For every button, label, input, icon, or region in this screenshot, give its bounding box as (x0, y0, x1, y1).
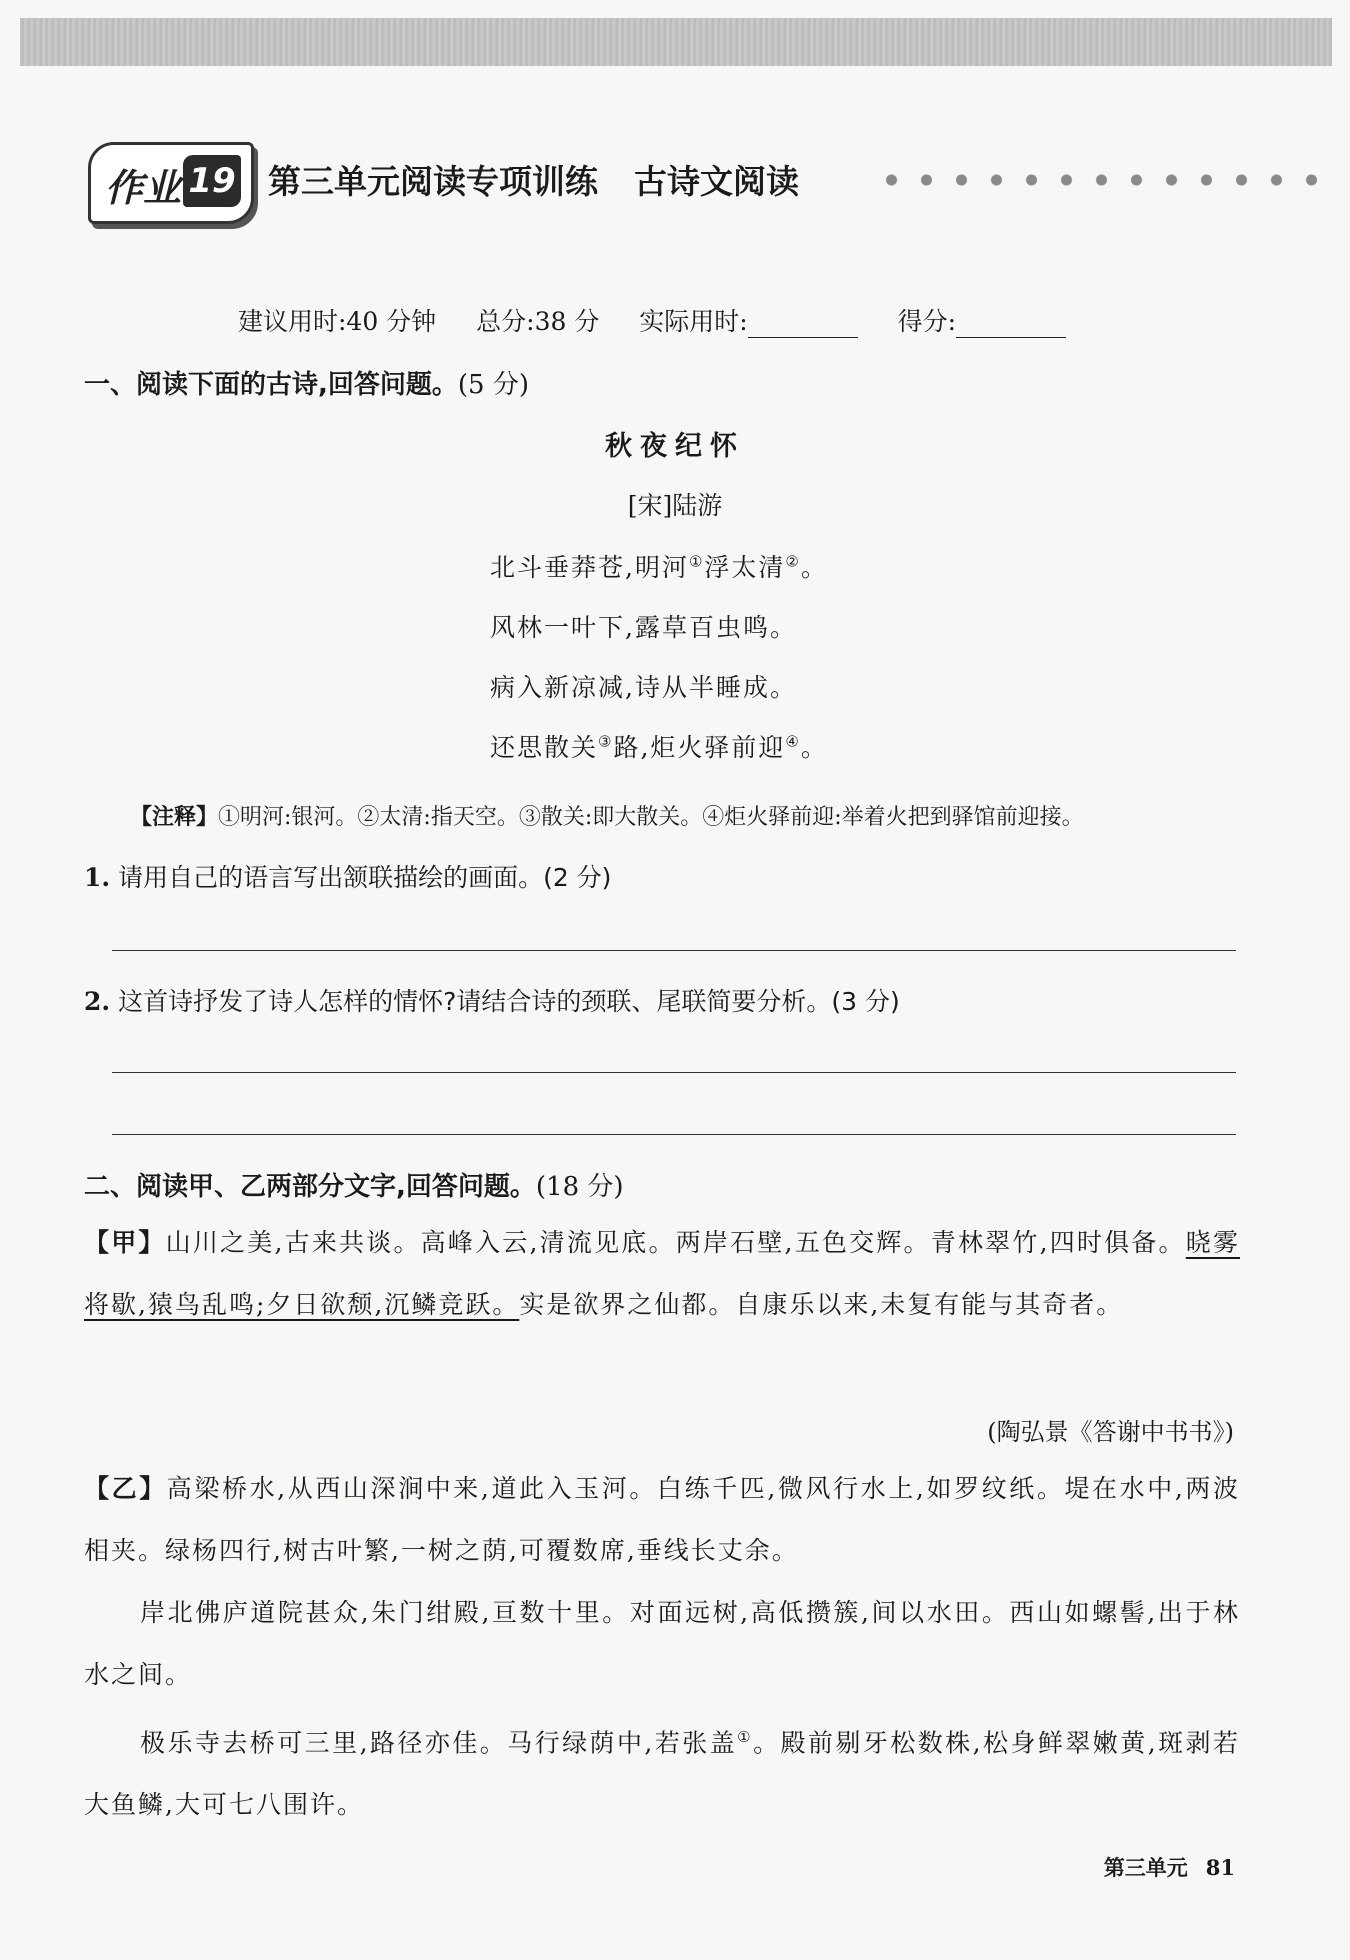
assignment-badge (88, 142, 254, 224)
total-score: 总分:38 分 (476, 307, 600, 336)
poem-title: 秋夜纪怀 (605, 431, 745, 462)
scan-top-band (20, 18, 1332, 66)
suggested-time: 建议用时:40 分钟 (238, 307, 437, 336)
question-1: 1. 请用自己的语言写出颔联描绘的画面。(2 分) (84, 863, 612, 892)
badge-number: 19 (183, 155, 241, 207)
page-title (268, 156, 799, 203)
poem-line: 病入新凉减,诗从半睡成。 (490, 673, 797, 702)
passage-yi-p2: 岸北佛庐道院甚众,朱门绀殿,亘数十里。对面远树,高低攒簇,间以水田。西山如螺髻,出于林水之间。 (84, 1598, 1240, 1689)
passage-jia: 【甲】山川之美,古来共谈。高峰入云,清流见底。两岸石壁,五色交辉。青林翠竹,四时俱备。晓雾将歇,猿鸟乱鸣;夕日欲颓,沉鳞竞跃。实是欲界之仙都。自康乐以来,未复有能与其奇者。 (84, 1228, 1240, 1319)
badge-label: 作业 (105, 166, 182, 210)
dotted-rule (874, 173, 1334, 187)
poem-line: 风林一叶下,露草百虫鸣。 (490, 613, 797, 642)
score-field[interactable] (956, 315, 1066, 338)
page-footer: 第三单元 81 (1103, 1855, 1235, 1880)
section1-heading: 一、阅读下面的古诗,回答问题。(5 分) (84, 370, 529, 400)
answer-line[interactable] (112, 1072, 1236, 1073)
poem-line: 还思散关③路,炬火驿前迎④。 (490, 732, 828, 762)
passage-yi-p3: 极乐寺去桥可三里,路径亦佳。马行绿荫中,若张盖①。殿前剔牙松数株,松身鲜翠嫩黄,斑剥若大鱼鳞,大可七八围许。 (84, 1728, 1240, 1820)
passage-yi-p1: 【乙】高梁桥水,从西山深涧中来,道此入玉河。白练千匹,微风行水上,如罗纹纸。堤在水中,两波相夹。绿杨四行,树古叶繁,一树之荫,可覆数席,垂线长丈余。 (84, 1474, 1240, 1565)
question-2: 2. 这首诗抒发了诗人怎样的情怀?请结合诗的颈联、尾联简要分析。(3 分) (84, 987, 900, 1016)
actual-time: 实际用时: (639, 307, 857, 336)
assignment-header (88, 142, 1348, 222)
title-main: 第三单元阅读专项训练 (268, 162, 598, 201)
annotation: 【注释】①明河:银河。②太清:指天空。③散关:即大散关。④炬火驿前迎:举着火把到驿馆前迎接。 (130, 805, 1084, 830)
answer-line[interactable] (112, 1134, 1236, 1135)
meta-info (238, 302, 1066, 338)
answer-line[interactable] (112, 950, 1236, 951)
score: 得分: (898, 307, 1066, 336)
page-number: 81 (1205, 1855, 1235, 1880)
section2-heading: 二、阅读甲、乙两部分文字,回答问题。(18 分) (84, 1172, 624, 1202)
title-sub: 古诗文阅读 (634, 162, 799, 201)
poem-line: 北斗垂莽苍,明河①浮太清②。 (490, 552, 828, 582)
actual-time-field[interactable] (748, 315, 858, 338)
underlined-sentence: 晓雾将歇,猿鸟乱鸣;夕日欲颓,沉鳞竞跃。 (84, 1228, 1240, 1319)
passage-source: (陶弘景《答谢中书书》) (987, 1418, 1234, 1446)
poem-author: [宋]陆游 (627, 491, 723, 520)
